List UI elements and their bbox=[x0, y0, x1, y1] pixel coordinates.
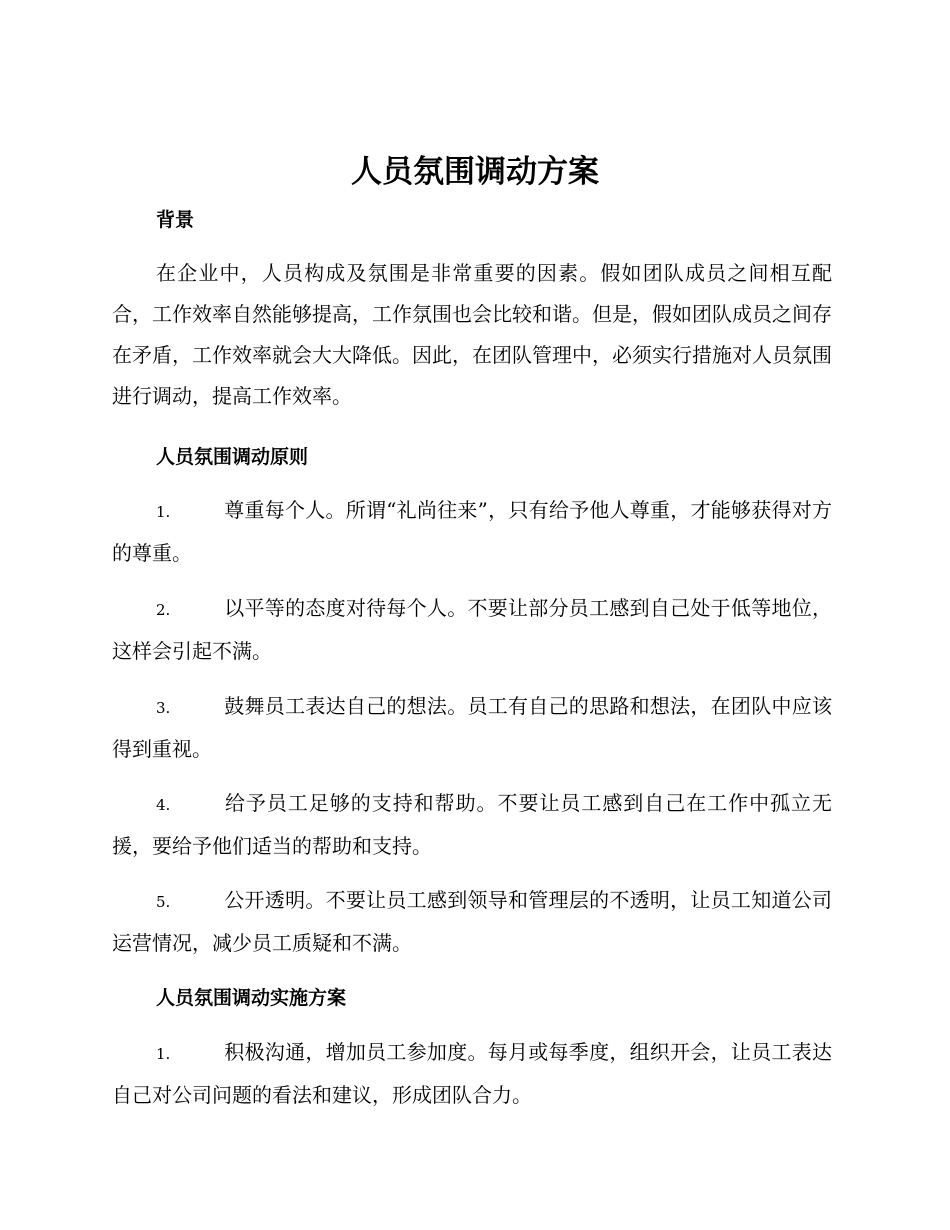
background-paragraph: 在企业中，人员构成及氛围是非常重要的因素。假如团队成员之间相互配合，工作效率自然能够提高，工作氛围也会比较和谐。但是，假如团队成员之间存在矛盾，工作效率就会大大降低。因此，在团队管理中，必须实行措施对人员氛围进行调动，提高工作效率。 bbox=[112, 261, 832, 408]
list-item-text: 尊重每个人。所谓“礼尚往来”，只有给予他人尊重，才能够获得对方的尊重。 bbox=[112, 498, 832, 565]
list-number: 5. bbox=[156, 893, 171, 911]
section-heading-principles: 人员氛围调动原则 bbox=[156, 446, 309, 468]
list-item-text: 给予员工足够的支持和帮助。不要让员工感到自己在工作中孤立无援，要给予他们适当的帮助和支持。 bbox=[112, 791, 832, 858]
list-number: 3. bbox=[156, 699, 171, 717]
principle-item-5 bbox=[112, 880, 832, 964]
implementation-item-1 bbox=[112, 1032, 832, 1116]
section-heading-implementation: 人员氛围调动实施方案 bbox=[156, 987, 347, 1009]
principle-item-4 bbox=[112, 783, 832, 867]
list-number: 1. bbox=[156, 503, 171, 521]
list-item-text: 以平等的态度对待每个人。不要让部分员工感到自己处于低等地位，这样会引起不满。 bbox=[112, 596, 832, 663]
list-item-text: 鼓舞员工表达自己的想法。员工有自己的思路和想法，在团队中应该得到重视。 bbox=[112, 694, 832, 761]
list-item-text: 积极沟通，增加员工参加度。每月或每季度，组织开会，让员工表达自己对公司问题的看法和建议，形成团队合力。 bbox=[112, 1040, 832, 1107]
principle-item-3 bbox=[112, 686, 832, 770]
list-number: 4. bbox=[156, 796, 171, 814]
list-number: 2. bbox=[156, 601, 171, 619]
principle-item-2 bbox=[112, 588, 832, 672]
principle-item-1 bbox=[112, 490, 832, 574]
document-title: 人员氛围调动方案 bbox=[351, 154, 599, 190]
list-item-text: 公开透明。不要让员工感到领导和管理层的不透明，让员工知道公司运营情况，减少员工质疑和不满。 bbox=[112, 888, 832, 955]
section-heading-background: 背景 bbox=[156, 209, 195, 231]
list-number: 1. bbox=[156, 1045, 171, 1063]
